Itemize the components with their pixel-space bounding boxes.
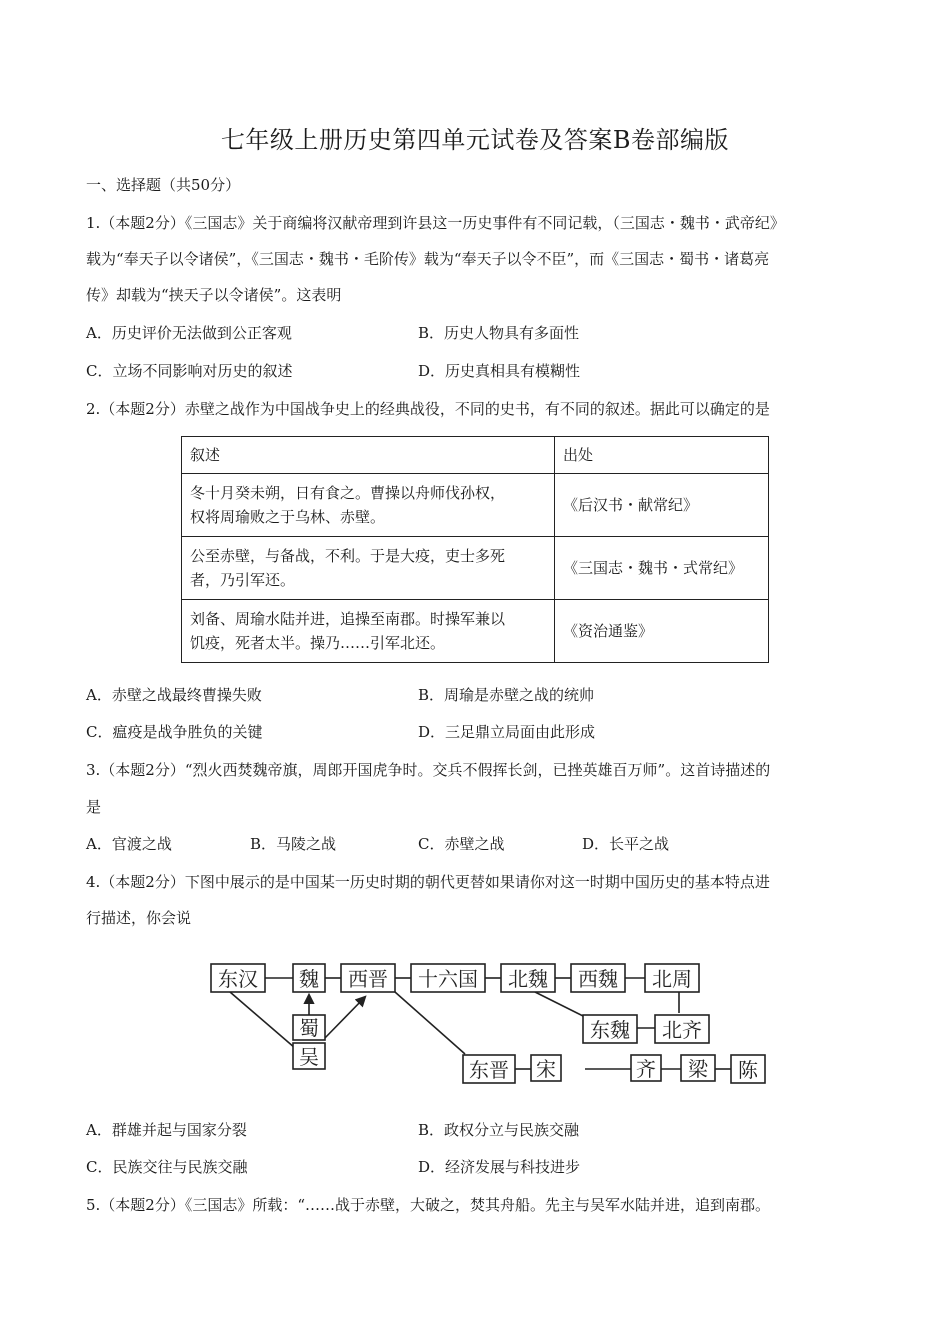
q2-stem-line-1: 2.（本题2分）赤壁之战作为中国战争史上的经典战役，不同的史书，有不同的叙述。据此可以确定的是 — [86, 400, 770, 418]
table-row — [182, 537, 769, 600]
dynasty-wei: 魏 — [299, 967, 319, 991]
q2-option-d: D．三足鼎立局面由此形成 — [418, 723, 596, 741]
q5-stem-line-1: 5.（本题2分）《三国志》所载：“……战于赤壁，大破之，焚其舟船。先主与吴军水陆并进，追到南郡。 — [86, 1196, 771, 1214]
dynasty-bei-qi: 北齐 — [662, 1018, 702, 1042]
q2-option-b: B．周瑜是赤壁之战的统帅 — [418, 686, 595, 704]
q1-stem-line-3: 传》却载为“挟天子以令诸侯”。这表明 — [86, 286, 342, 304]
table-header-source: 出处 — [555, 437, 769, 474]
table-header-narrative: 叙述 — [182, 437, 555, 474]
q4-option-d: D．经济发展与科技进步 — [418, 1158, 581, 1176]
table-cell-narrative: 公至赤壁，与备战，不利。于是大疫，吏士多死 者，乃引军还。 — [182, 537, 555, 600]
dynasty-qi: 齐 — [636, 1057, 656, 1081]
dynasty-shiliu-guo: 十六国 — [418, 967, 478, 991]
table-row — [182, 600, 769, 663]
dynasty-liang: 梁 — [688, 1057, 708, 1081]
table-cell-narrative: 冬十月癸未朔，日有食之。曹操以舟师伐孙权， 权将周瑜败之于乌林、赤壁。 — [182, 474, 555, 537]
page-title: 七年级上册历史第四单元试卷及答案B卷部编版 — [220, 126, 730, 154]
table-cell-source: 《三国志・魏书・式常纪》 — [555, 537, 769, 600]
q2-source-table — [181, 436, 769, 663]
table-cell-source: 《后汉书・献常纪》 — [555, 474, 769, 537]
q3-option-c: C．赤壁之战 — [418, 835, 505, 853]
q1-stem-line-1: 1.（本题2分）《三国志》关于商编将汉献帝理到许县这一历史事件有不同记载，（三国志・魏书・武帝纪》 — [86, 214, 785, 232]
q4-option-a: A．群雄并起与国家分裂 — [86, 1121, 247, 1139]
dynasty-dong-wei: 东魏 — [590, 1018, 630, 1042]
q4-stem-line-2: 行描述，你会说 — [86, 909, 192, 927]
q2-option-c: C．瘟疫是战争胜负的关键 — [86, 723, 263, 741]
q1-option-a: A．历史评价无法做到公正客观 — [86, 324, 292, 342]
dynasty-shu: 蜀 — [299, 1016, 319, 1040]
dynasty-bei-zhou: 北周 — [652, 967, 692, 991]
q4-option-c: C．民族交往与民族交融 — [86, 1158, 248, 1176]
q3-stem-line-2: 是 — [86, 798, 102, 816]
table-cell-narrative: 刘备、周瑜水陆并进，追操至南郡。时操军兼以 饥疫，死者太半。操乃……引军北还。 — [182, 600, 555, 663]
q1-option-d: D．历史真相具有模糊性 — [418, 362, 581, 380]
dynasty-dong-jin: 东晋 — [469, 1058, 509, 1082]
dynasty-succession-diagram — [205, 955, 775, 1095]
q3-option-a: A．官渡之战 — [86, 835, 172, 853]
q3-option-d: D．长平之战 — [582, 835, 670, 853]
table-cell-source: 《资治通鉴》 — [555, 600, 769, 663]
q2-option-a: A．赤壁之战最终曹操失败 — [86, 686, 262, 704]
q3-stem-line-1: 3.（本题2分）“烈火西焚魏帝旗，周郎开国虎争时。交兵不假挥长剑，已挫英雄百万师”。这首诗描述的 — [86, 761, 771, 779]
dynasty-chen: 陈 — [738, 1058, 758, 1082]
section-heading: 一、选择题（共50分） — [86, 176, 241, 194]
dynasty-bei-wei: 北魏 — [508, 967, 548, 991]
dynasty-dong-han: 东汉 — [218, 967, 258, 991]
dynasty-wu: 吴 — [299, 1045, 319, 1069]
dynasty-xi-wei: 西魏 — [578, 967, 618, 991]
table-header-row — [182, 437, 769, 474]
q4-stem-line-1: 4.（本题2分）下图中展示的是中国某一历史时期的朝代更替如果请你对这一时期中国历史的基本特点进 — [86, 873, 770, 891]
q1-option-c: C．立场不同影响对历史的叙述 — [86, 362, 293, 380]
diagram-labels — [218, 967, 759, 1082]
q1-option-b: B．历史人物具有多面性 — [418, 324, 580, 342]
q4-option-b: B．政权分立与民族交融 — [418, 1121, 580, 1139]
table-row — [182, 474, 769, 537]
dynasty-xi-jin: 西晋 — [348, 967, 388, 991]
dynasty-song: 宋 — [536, 1057, 556, 1081]
q3-option-b: B．马陵之战 — [250, 835, 337, 853]
q1-stem-line-2: 载为“奉天子以令诸侯”，《三国志・魏书・毛阶传》载为“奉天子以令不臣”，而《三国志・蜀书・诸葛亮 — [86, 250, 770, 268]
